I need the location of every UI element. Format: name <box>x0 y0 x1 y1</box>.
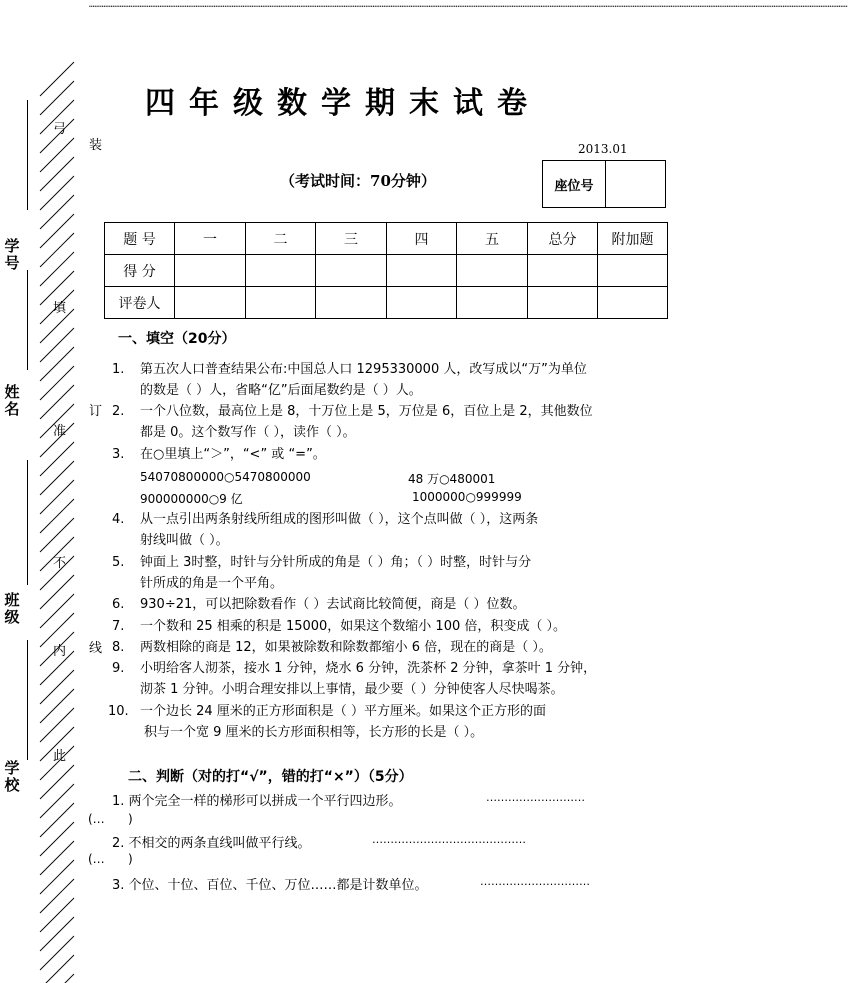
seal-char: 填 <box>53 301 67 316</box>
question-number: 10. <box>108 704 129 719</box>
section-title: 一、填空（20分） <box>118 331 236 347</box>
seal-char: 装 <box>89 134 102 153</box>
class-underline <box>27 460 28 585</box>
score-cell[interactable] <box>528 255 598 287</box>
seat-number-box <box>542 160 666 208</box>
answer-paren-close: ) <box>128 852 133 866</box>
score-cell[interactable] <box>316 255 387 287</box>
exam-duration: （考试时间：70分钟） <box>280 172 436 190</box>
answer-paren-close: ) <box>128 812 133 826</box>
name-underline <box>27 270 28 370</box>
score-cell[interactable] <box>387 255 457 287</box>
table-header-cell: 五 <box>457 223 528 255</box>
id-underline <box>27 100 28 210</box>
question-text: 积与一个宽 9 厘米的长方形面积相等，长方形的长是（ ）。 <box>144 725 484 740</box>
question-number: 9. <box>112 661 125 676</box>
grader-cell[interactable] <box>528 287 598 319</box>
score-cell[interactable] <box>246 255 316 287</box>
row-label: 得 分 <box>105 255 175 287</box>
school-label: 学校 <box>4 759 20 794</box>
question-text: 的数是（ ）人，省略“亿”后面尾数约是（ ）人。 <box>140 383 422 398</box>
student-id-label: 学号 <box>4 237 20 272</box>
question-text: 针所成的角是一个平角。 <box>140 576 284 591</box>
question-text: 一个边长 24 厘米的正方形面积是（ ）平方厘米。如果这个正方形的面 <box>140 704 546 719</box>
question-number: 5. <box>112 555 125 570</box>
table-header-cell: 一 <box>175 223 246 255</box>
compare-item: 900000000○9 亿 <box>140 492 243 506</box>
question-number: 4. <box>112 512 125 527</box>
grader-cell[interactable] <box>457 287 528 319</box>
seal-char: 不 <box>53 556 67 571</box>
question-text: 930÷21，可以把除数看作（ ）去试商比较简便，商是（ ）位数。 <box>140 597 526 612</box>
table-row <box>105 287 668 319</box>
section-title: 二、判断（对的打“√”，错的打“×”）（5分） <box>128 769 413 785</box>
question-text: 都是 0。这个数写作（ ），读作（ ）。 <box>140 425 356 440</box>
seal-char: 线 <box>89 637 102 656</box>
judge-question-1: 1. 两个完全一样的梯形可以拼成一个平行四边形。 <box>112 794 402 809</box>
score-cell[interactable] <box>598 255 668 287</box>
table-header-row <box>105 223 668 255</box>
question-2 <box>112 401 632 443</box>
page-title: 四年级数学期末试卷 <box>145 86 541 121</box>
answer-paren-open[interactable]: (… <box>88 812 105 826</box>
question-text: 在○里填上“＞”，“<” 或 “=”。 <box>140 447 326 462</box>
school-underline <box>27 640 28 760</box>
seal-char: 准 <box>53 424 67 439</box>
question-text: 小明给客人沏茶，接水 1 分钟，烧水 6 分钟，洗茶杯 2 分钟，拿茶叶 1 分钟， <box>140 661 597 676</box>
judge-dots: ………………………… <box>480 875 590 888</box>
question-5 <box>112 552 632 594</box>
grader-cell[interactable] <box>246 287 316 319</box>
binding-dots: …………………………………………………………………………………………………………………………………………………………………………………………………………………………………………………………………………………………………………………………………………………………………………………… <box>89 0 848 10</box>
question-number: 7. <box>112 619 125 634</box>
question-6 <box>112 594 632 615</box>
grader-cell[interactable] <box>598 287 668 319</box>
table-header-cell: 四 <box>387 223 457 255</box>
name-label: 姓名 <box>4 383 20 418</box>
grader-cell[interactable] <box>175 287 246 319</box>
table-header-cell: 题 号 <box>105 223 175 255</box>
judge-question-2: 2. 不相交的两条直线叫做平行线。 <box>112 836 311 851</box>
seal-char: 订 <box>89 400 102 419</box>
table-header-cell: 总分 <box>528 223 598 255</box>
exam-date: 2013.01 <box>578 142 628 156</box>
compare-item: 1000000○999999 <box>412 490 522 504</box>
score-table <box>104 222 668 319</box>
question-number: 6. <box>112 597 125 612</box>
grader-cell[interactable] <box>387 287 457 319</box>
question-text: 一个数和 25 相乘的积是 15000，如果这个数缩小 100 倍，积变成（ ）。 <box>140 619 567 634</box>
answer-paren-open[interactable]: (… <box>88 852 105 866</box>
question-9 <box>112 658 632 700</box>
question-text: 从一点引出两条射线所组成的图形叫做（ ），这个点叫做（ ），这两条 <box>140 512 539 527</box>
judge-dots: ……………………… <box>486 791 585 804</box>
class-label: 班级 <box>4 591 20 626</box>
question-text: 钟面上 3时整，时针与分针所成的角是（ ）角；（ ）时整，时针与分 <box>140 555 532 570</box>
question-3 <box>112 444 632 465</box>
question-8 <box>112 637 632 658</box>
question-number: 8. <box>112 640 125 655</box>
question-number: 2. <box>112 404 125 419</box>
question-4 <box>112 509 632 551</box>
grader-cell[interactable] <box>316 287 387 319</box>
question-7 <box>112 616 632 637</box>
question-text: 第五次人口普查结果公布:中国总人口 1295330000 人，改写成以“万”为单位 <box>140 362 587 377</box>
question-text: 一个八位数，最高位上是 8，十万位上是 5，万位是 6，百位上是 2，其他数位 <box>140 404 593 419</box>
compare-item: 54070800000○5470800000 <box>140 470 311 484</box>
question-text: 两数相除的商是 12，如果被除数和除数都缩小 6 倍，现在的商是（ ）。 <box>140 640 552 655</box>
table-header-cell: 附加题 <box>598 223 668 255</box>
seal-char: 内 <box>53 644 67 659</box>
seal-char: 此 <box>53 749 67 764</box>
seal-char: 弓 <box>53 122 67 137</box>
question-10 <box>108 701 628 743</box>
score-cell[interactable] <box>175 255 246 287</box>
question-text: 射线叫做（ ）。 <box>140 533 229 548</box>
question-text: 沏茶 1 分钟。小明合理安排以上事情，最少要（ ）分钟使客人尽快喝茶。 <box>140 682 564 697</box>
table-header-cell: 三 <box>316 223 387 255</box>
row-label: 评卷人 <box>105 287 175 319</box>
score-cell[interactable] <box>457 255 528 287</box>
table-row <box>105 255 668 287</box>
question-number: 1. <box>112 362 125 377</box>
question-number: 3. <box>112 447 125 462</box>
table-header-cell: 二 <box>246 223 316 255</box>
question-1 <box>112 359 632 401</box>
judge-question-3: 3. 个位、十位、百位、千位、万位……都是计数单位。 <box>112 878 428 893</box>
compare-item: 48 万○480001 <box>408 472 496 486</box>
binding-hatch <box>40 62 90 977</box>
seat-number-label: 座位号 <box>543 161 606 207</box>
judge-dots: …………………………………… <box>372 833 526 846</box>
